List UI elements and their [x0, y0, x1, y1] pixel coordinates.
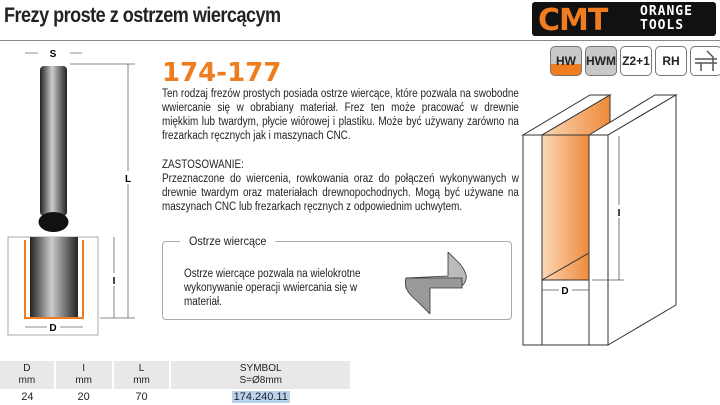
- cutter-profile-icon: [690, 46, 720, 76]
- table-row: [0, 389, 351, 405]
- feature-badges: [550, 46, 720, 76]
- dim-d-label: D: [49, 323, 57, 334]
- col-l: L mm: [113, 361, 171, 389]
- badge-hw: HW: [550, 46, 582, 76]
- table-header-row: [0, 361, 351, 389]
- groove-diagram: [520, 80, 720, 360]
- cell-symbol[interactable]: [170, 389, 351, 405]
- dim-s-label: S: [49, 49, 57, 60]
- usage-text: Przeznaczone do wiercenia, rowkowania oraz do połączeń wykonywanych w drewnie twardym oraz materiałach drewnopochodnych. Mogą być używane na maszynach CNC lub frezarkach ręcznych z odpowiednim uchwytem.: [162, 173, 519, 213]
- description: Ten rodzaj frezów prostych posiada ostrze wiercące, które pozwala na swobodne wwiercanie się w obrabiany materiał. Frez ten może pracować w drewnie miękkim lub twardym, płycie wiórowej i plastiku. Może być używany zarówno na frezarkach ręcznych jak i maszynach CNC.: [162, 88, 519, 142]
- col-i: I mm: [55, 361, 113, 389]
- symbol-link[interactable]: 174.240.11: [233, 391, 288, 403]
- usage-heading: ZASTOSOWANIE:: [162, 159, 244, 171]
- dim-i-label: I: [112, 276, 116, 287]
- drill-tip-icon: [402, 252, 472, 314]
- feature-title: Ostrze wiercące: [180, 234, 275, 248]
- cell-d: 24: [21, 391, 34, 403]
- dim-l-label: L: [124, 174, 132, 185]
- cmt-logo: [532, 2, 716, 36]
- spec-table: [0, 361, 352, 405]
- logo-brand: CMT: [538, 3, 608, 38]
- router-bit-drawing: [0, 0, 150, 345]
- badge-rh: RH: [655, 46, 687, 76]
- logo-tagline: ORANGE TOOLS: [640, 4, 693, 33]
- badge-hwm: HWM: [585, 46, 617, 76]
- col-symbol: SYMBOL S=Ø8mm: [170, 361, 351, 389]
- cell-l: 70: [135, 391, 148, 403]
- page-title: Frezy proste z ostrzem wiercącym: [4, 4, 281, 27]
- product-code: 174-177: [162, 58, 282, 88]
- usage-section: [162, 158, 519, 214]
- col-d: D mm: [0, 361, 55, 389]
- cell-i: 20: [77, 391, 90, 403]
- badge-z21: Z2+1: [620, 46, 652, 76]
- groove-i-label: I: [617, 208, 621, 219]
- groove-d-label: D: [561, 286, 569, 297]
- feature-text: Ostrze wiercące pozwala na wielokrotne wykonywanie operacji wwiercania się w materiał.: [184, 268, 361, 308]
